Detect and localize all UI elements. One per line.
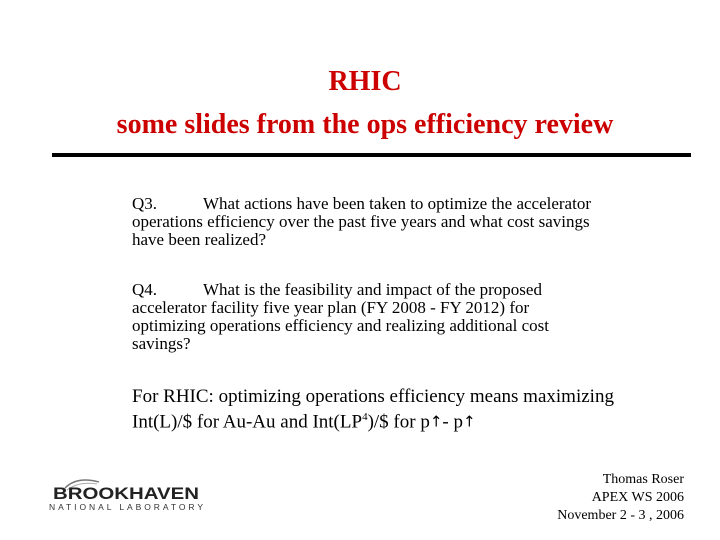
question-text-line: What actions have been taken to optimize the accelerator xyxy=(203,194,591,213)
slide-footer xyxy=(557,471,684,525)
footer-event: APEX WS 2006 xyxy=(591,490,684,505)
question-q3 xyxy=(132,195,591,249)
title-divider xyxy=(52,153,691,157)
up-arrow-icon: ↑ xyxy=(429,412,443,431)
brookhaven-logo xyxy=(47,478,207,514)
statement-text: - p xyxy=(442,411,463,433)
question-text-line: savings? xyxy=(132,334,191,353)
question-text-line: optimizing operations efficiency and realizing additional cost xyxy=(132,316,549,335)
up-arrow-icon: ↑ xyxy=(462,412,476,431)
statement-text: )/$ for p xyxy=(367,411,430,433)
logo-subtitle: NATIONAL LABORATORY xyxy=(49,502,203,512)
logo-wordmark: BROOKHAVEN xyxy=(53,485,199,503)
question-q4 xyxy=(132,281,549,353)
slide-subtitle: some slides from the ops efficiency review xyxy=(116,109,614,140)
question-text-line: operations efficiency over the past five years and what cost savings xyxy=(132,212,590,231)
superscript: 4 xyxy=(362,411,368,423)
question-number: Q4. xyxy=(132,280,158,299)
question-number: Q3. xyxy=(132,194,158,213)
question-text-line: What is the feasibility and impact of the proposed xyxy=(203,280,542,299)
footer-author: Thomas Roser xyxy=(602,472,684,487)
slide-title: RHIC xyxy=(328,66,402,97)
question-text-line: have been realized? xyxy=(132,230,267,249)
statement-line: For RHIC: optimizing operations efficiency means maximizing xyxy=(132,386,614,407)
footer-date: November 2 - 3 , 2006 xyxy=(557,508,684,523)
rhic-statement xyxy=(132,387,614,432)
statement-text: Int(L)/$ for Au-Au and Int(LP xyxy=(132,411,363,433)
question-text-line: accelerator facility five year plan (FY 2008 - FY 2012) for xyxy=(132,298,530,317)
